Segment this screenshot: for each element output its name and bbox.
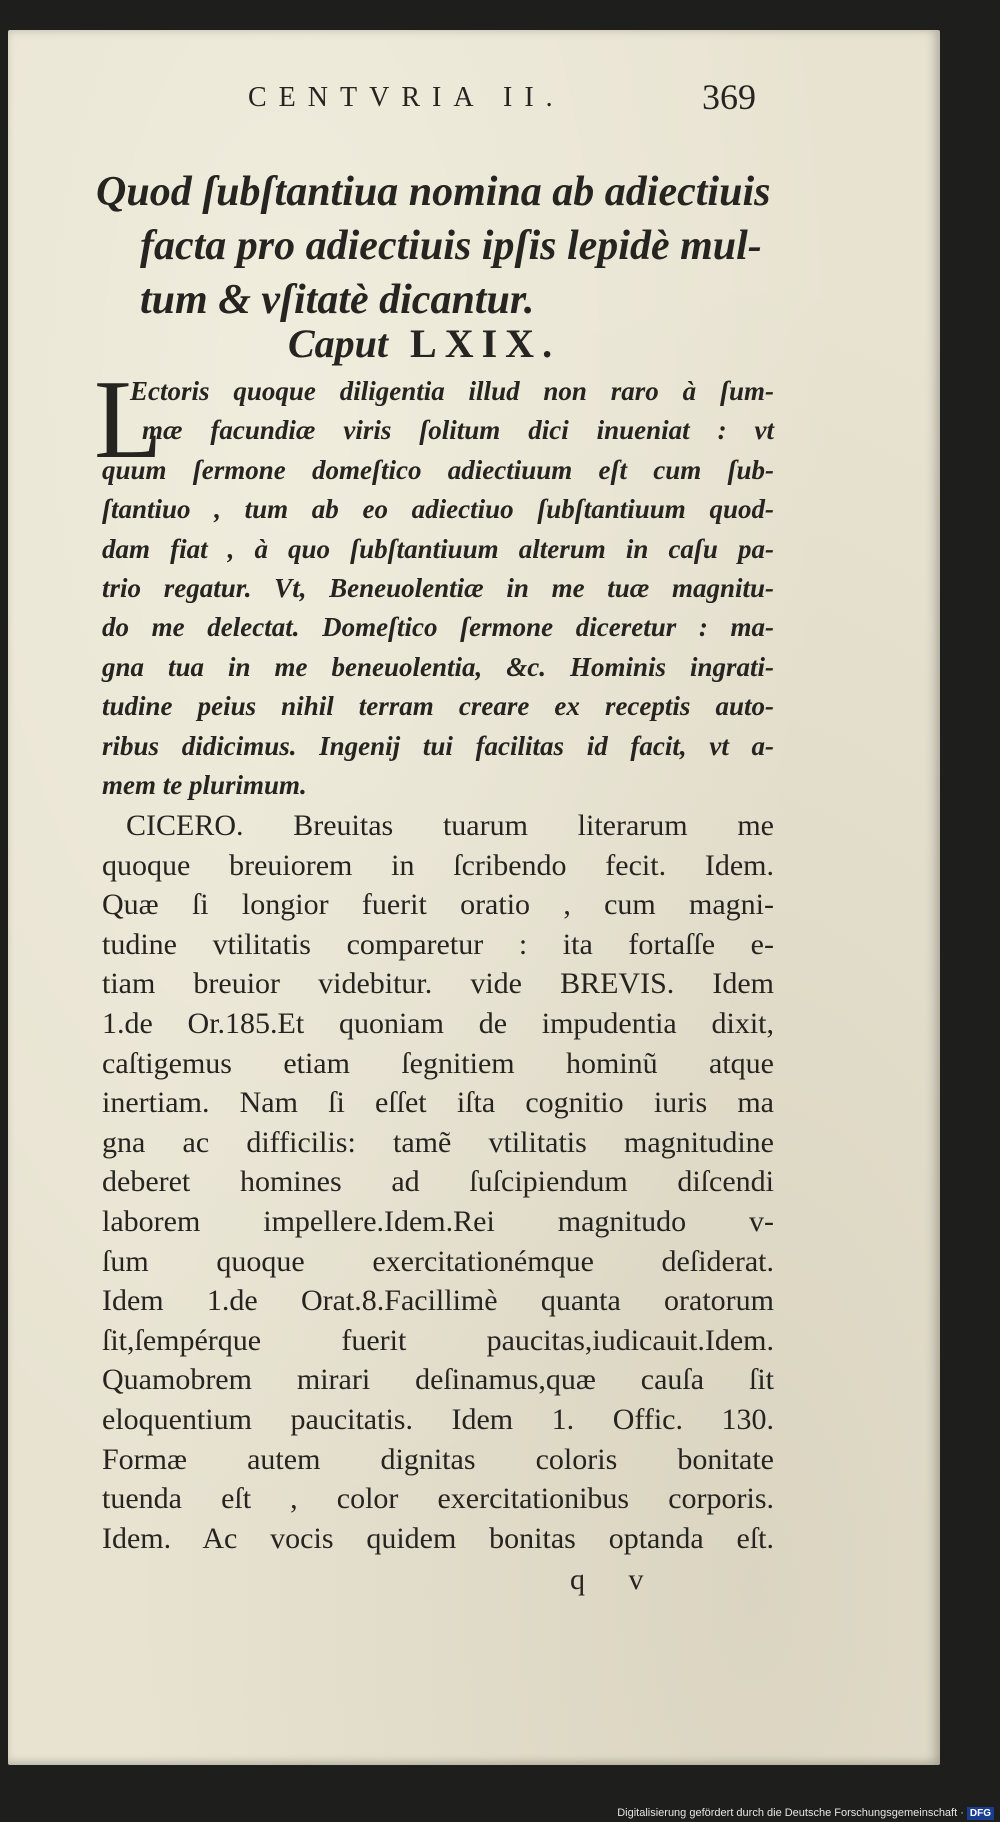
book-page [8,30,940,1765]
text-line: inertiam. Nam ſi eſſet iſta cognitio iuris ma [102,1086,774,1120]
text-line: Idem. Ac vocis quidem bonitas optanda eſt. [102,1521,774,1555]
text-line: Quæ ſi longior fuerit oratio , cum magni- [102,888,774,922]
text-line: laborem impellere.Idem.Rei magnitudo v- [102,1204,774,1238]
text-line: gna ac difficilis: tamẽ vtilitatis magnitudine [102,1125,774,1159]
text-line: Idem 1.de Orat.8.Facillimè quanta oratorum [102,1284,774,1318]
signature-mark: q v [570,1563,662,1596]
caput-number: LXIX. [410,321,561,366]
text-line: ſtantiuo , tum ab eo adiectiuo ſubſtantiuum quod- [102,494,774,525]
text-line: gna tua in me beneuolentia, &c. Hominis ingrati- [102,651,774,682]
italic-paragraph [102,372,774,805]
text-line: dam fiat , à quo ſubſtantiuum alterum in caſu pa- [102,533,774,564]
text-line: tudine peius nihil terram creare ex receptis auto- [102,691,774,722]
text-line: mem te plurimum. [102,770,307,801]
text-line: eloquentium paucitatis. Idem 1. Offic. 130. [102,1402,774,1436]
text-line: quum ſermone domeſtico adiectiuum eſt cum ſub- [102,454,774,485]
dfg-logo-badge: DFG [967,1807,994,1820]
text-line: deberet homines ad ſuſcipiendum diſcendi [102,1165,774,1199]
text-line: quoque breuiorem in ſcribendo fecit. Idem. [102,848,774,882]
drop-cap: L [94,358,163,482]
chapter-heading [288,320,560,367]
credit-text: Digitalisierung gefördert durch die Deutsche Forschungsgemeinschaft · [617,1807,964,1819]
text-line: ribus didicimus. Ingenij tui facilitas id facit, vt a- [102,730,774,761]
text-line: ſit,ſempérque fuerit paucitas,iudicauit.Idem. [102,1323,774,1357]
chapter-title-line: tum & vſitatè dicantur. [140,277,535,323]
text-line: trio regatur. Vt, Beneuolentiæ in me tuæ magnitu- [102,573,774,604]
chapter-title [96,165,856,327]
text-line: CICERO. Breuitas tuarum literarum me [126,809,774,842]
text-line: 1.de Or.185.Et quoniam de impudentia dixit, [102,1006,774,1040]
digitization-credit [617,1807,994,1820]
chapter-title-line: Quod ſubſtantiua nomina ab adiectiuis [96,169,771,215]
text-line: Ectoris quoque diligentia illud non raro à ſum- [130,376,774,406]
text-line: ſum quoque exercitationémque deſiderat. [102,1244,774,1278]
text-line: mæ facundiæ viris ſolitum dici inueniat : vt [142,415,774,446]
text-line: tiam breuior videbitur. vide BREVIS. Idem [102,967,774,1001]
text-line: Quamobrem mirari deſinamus,quæ cauſa ſit [102,1363,774,1397]
chapter-title-line: facta pro adiectiuis ipſis lepidè mul- [140,223,762,269]
text-line: tudine vtilitatis comparetur : ita fortaſſe e- [102,927,774,961]
page-number: 369 [702,77,756,117]
text-line: do me delectat. Domeſtico ſermone diceretur : ma- [102,612,774,643]
text-line: tuenda eſt , color exercitationibus corporis. [102,1482,774,1516]
text-line: caſtigemus etiam ſegnitiem hominũ atque [102,1046,774,1080]
caput-label: Caput [288,321,389,366]
running-header: CENTVRIA II. [248,82,565,113]
roman-paragraph [102,806,774,1558]
text-line: Formæ autem dignitas coloris bonitate [102,1442,774,1476]
